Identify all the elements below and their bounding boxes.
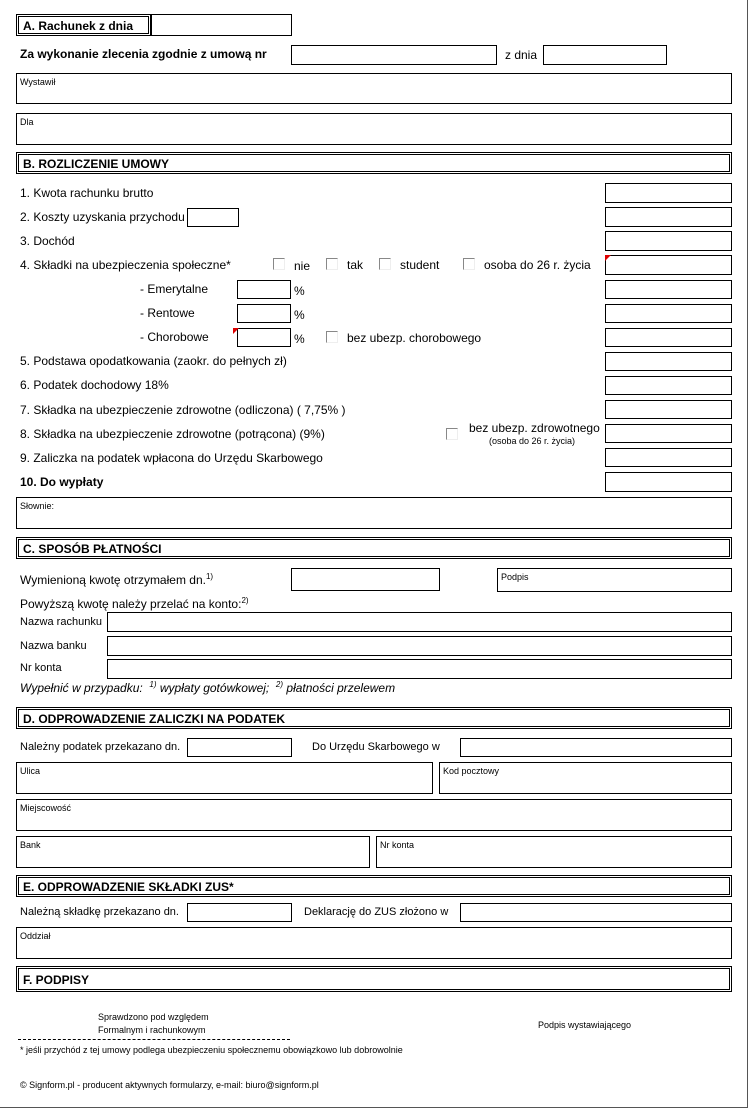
transfer-label [20,597,249,611]
section-e-title: E. ODPROWADZENIE SKŁADKI ZUS* [23,880,234,894]
note-marker-1: 1) [149,680,157,689]
received-text: Wymienioną kwotę otrzymałem dn. [20,573,206,587]
received-date-input[interactable] [291,568,440,591]
checkbox-no-sickness-insurance[interactable] [326,331,338,343]
row-1-label: 1. Kwota rachunku brutto [20,186,154,200]
row-5-input[interactable] [605,352,732,371]
section-d-title: D. ODPROWADZENIE ZALICZKI NA PODATEK [23,712,285,726]
checkbox-no-health-insurance[interactable] [446,428,458,440]
row-4-input[interactable] [605,255,732,275]
contract-date-input[interactable] [543,45,667,65]
checkbox-tak[interactable] [326,258,338,270]
row-2-label: 2. Koszty uzyskania przychodu [20,210,185,224]
account-number-input[interactable] [107,659,732,679]
row-9-input[interactable] [605,448,732,467]
footnote-divider [18,1039,290,1040]
option-nie-label: nie [294,259,311,273]
tax-bank-label: Bank [20,840,41,850]
chorobowe-input[interactable] [605,328,732,347]
no-health-insurance-note: (osoba do 26 r. życia) [489,436,576,446]
payment-note [20,681,395,695]
received-label [20,573,213,587]
emerytalne-percent-sign: % [294,284,305,298]
postal-code-label: Kod pocztowy [443,766,500,776]
section-b-header [16,152,732,174]
zus-transfer-label: Należną składkę przekazano dn. [20,906,179,918]
contract-number-input[interactable] [291,45,497,65]
comment-marker-icon [605,255,611,261]
section-c-title: C. SPOSÓB PŁATNOŚCI [23,542,162,556]
emerytalne-input[interactable] [605,280,732,299]
row-6-input[interactable] [605,376,732,395]
issuer-field[interactable] [16,73,732,104]
rentowe-percent-input[interactable] [237,304,291,323]
section-f-title: F. PODPISY [23,973,90,987]
tax-bank-field[interactable] [16,836,370,868]
option-tak-label: tak [347,258,364,272]
tax-account-field[interactable] [376,836,732,868]
rentowe-percent-sign: % [294,308,305,322]
zus-transfer-date-input[interactable] [187,903,292,922]
row-9-label: 9. Zaliczka na podatek wpłacona do Urzędu Skarbowego [20,451,323,465]
contract-label: Za wykonanie zlecenia zgodnie z umową nr [20,47,267,61]
section-d-header [16,707,732,729]
section-f-header [16,966,732,992]
row-4-label: 4. Składki na ubezpieczenia społeczne* [20,258,231,272]
tax-account-label: Nr konta [380,840,415,850]
row-8-input[interactable] [605,424,732,443]
no-health-insurance-label: bez ubezp. zdrowotnego [469,421,600,435]
tax-office-input[interactable] [460,738,732,757]
bank-name-label: Nazwa banku [20,640,87,652]
street-field[interactable] [16,762,433,794]
account-number-label: Nr konta [20,662,62,674]
bank-name-input[interactable] [107,636,732,656]
rentowe-input[interactable] [605,304,732,323]
tax-transfer-label: Należny podatek przekazano dn. [20,741,181,753]
amount-in-words-label: Słownie: [20,501,55,511]
row-8-label: 8. Składka na ubezpieczenie zdrowotne (potrącona) (9%) [20,427,325,441]
tax-office-label: Do Urzędu Skarbowego w [312,741,440,753]
row-10-input[interactable] [605,472,732,492]
footnote-text: * jeśli przychód z tej umowy podlega ubezpieczeniu społecznemu obowiązkowo lub dobrowolnie [20,1045,403,1055]
footnote-1-marker: 1) [205,572,214,581]
amount-in-words-field[interactable] [16,497,732,529]
row-2-input[interactable] [605,207,732,227]
city-field[interactable] [16,799,732,831]
checked-label-line2: Formalnym i rachunkowym [98,1025,206,1035]
invoice-date-input[interactable] [151,14,292,36]
contract-date-label: z dnia [505,48,538,62]
signature-label: Podpis [501,572,529,582]
zus-declaration-input[interactable] [460,903,732,922]
footer-copyright: © Signform.pl - producent aktywnych formularzy, e-mail: biuro@signform.pl [20,1080,319,1090]
checked-label-line1: Sprawdzono pod względem [98,1012,209,1022]
row-3-label: 3. Dochód [20,234,75,248]
row-3-input[interactable] [605,231,732,251]
section-c-header [16,537,732,559]
section-e-header [16,875,732,897]
recipient-field[interactable] [16,113,732,145]
chorobowe-percent-sign: % [294,332,305,346]
issuer-label: Wystawił [20,77,56,87]
footnote-2-marker: 2) [241,596,249,605]
row-2-cost-input[interactable] [187,208,239,227]
emerytalne-percent-input[interactable] [237,280,291,299]
no-sickness-insurance-label: bez ubezp. chorobowego [347,331,482,345]
section-a-header [16,14,151,36]
chorobowe-percent-input[interactable] [237,328,291,347]
zus-branch-label: Oddział [20,931,51,941]
tax-transfer-date-input[interactable] [187,738,292,757]
account-name-label: Nazwa rachunku [20,616,102,628]
zus-branch-field[interactable] [16,927,732,959]
row-5-label: 5. Podstawa opodatkowania (zaokr. do pełnych zł) [20,354,287,368]
street-label: Ulica [20,766,41,776]
account-name-input[interactable] [107,612,732,632]
recipient-label: Dla [20,117,34,127]
note-text-c: płatności przelewem [286,681,396,695]
checkbox-under-26[interactable] [463,258,475,270]
checkbox-student[interactable] [379,258,391,270]
section-a-title: A. Rachunek z dnia [23,19,134,33]
option-student-label: student [400,258,440,272]
comment-marker-icon [233,328,239,334]
row-7-input[interactable] [605,400,732,419]
transfer-text: Powyższą kwotę należy przelać na konto: [20,597,242,611]
checkbox-nie[interactable] [273,258,285,270]
row-1-input[interactable] [605,183,732,203]
signature-field[interactable] [497,568,732,592]
option-under-26-label: osoba do 26 r. życia [484,258,591,272]
chorobowe-label: - Chorobowe [140,330,209,344]
note-marker-2: 2) [275,680,284,689]
note-text-a: Wypełnić w przypadku: [20,681,143,695]
zus-declaration-label: Deklarację do ZUS złożono w [304,906,449,918]
postal-code-field[interactable] [439,762,732,794]
row-10-label: 10. Do wypłaty [20,475,104,489]
row-6-label: 6. Podatek dochodowy 18% [20,378,169,392]
note-text-b: wypłaty gotówkowej; [159,681,270,695]
rentowe-label: - Rentowe [140,306,195,320]
emerytalne-label: - Emerytalne [140,282,209,296]
city-label: Miejscowość [20,803,72,813]
issuer-signature-label: Podpis wystawiającego [538,1020,632,1030]
section-b-title: B. ROZLICZENIE UMOWY [23,157,169,171]
row-7-label: 7. Składka na ubezpieczenie zdrowotne (odliczona) ( 7,75% ) [20,403,346,417]
